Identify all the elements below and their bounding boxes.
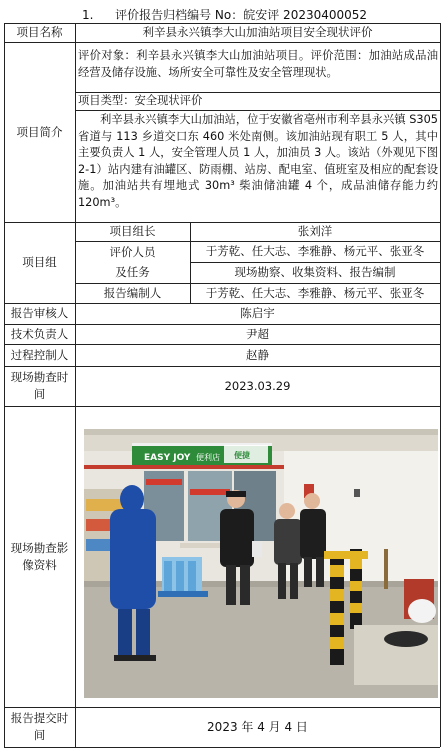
site-survey-photo — [84, 429, 438, 698]
team-members-label-line2: 及任务 — [115, 265, 150, 279]
photo-illustration — [84, 429, 438, 698]
submit-time-label-line1: 报告提交时 — [10, 711, 69, 725]
archive-number-row — [82, 6, 422, 22]
process-control-label: 过程控制人 — [10, 347, 69, 362]
team-label: 项目组 — [22, 255, 57, 269]
evaluation-object-text: 评价对象：利辛县永兴镇李大山加油站项目。评价范围：加油站成品油经营及储存设施、场所安全可靠性及安全管理现状。 — [78, 49, 438, 79]
tech-lead-label: 技术负责人 — [10, 326, 69, 341]
report-writers-label: 报告编制人 — [103, 285, 162, 300]
survey-time-label-line2: 间 — [33, 387, 46, 401]
submit-time-label — [4, 707, 75, 747]
submit-time-value: 2023 年 4 月 4 日 — [207, 719, 308, 734]
survey-photo-label-line1: 现场勘查影 — [10, 540, 69, 555]
team-leader-value: 张刘洋 — [297, 224, 333, 238]
tech-lead-value: 尹超 — [246, 326, 269, 341]
survey-time-label-line1: 现场勘查时 — [10, 370, 69, 384]
store-sign-text-3: 便捷 — [234, 451, 250, 460]
store-sign-text-2: 便利店 — [196, 453, 220, 462]
reviewer-label: 报告审核人 — [10, 306, 69, 320]
team-members-value: 于芳乾、任大志、李雅静、杨元平、张亚冬 — [205, 244, 425, 258]
project-type-text: 项目类型：安全现状评价 — [78, 94, 203, 107]
archive-index: 1. — [82, 8, 94, 22]
project-name-label: 项目名称 — [16, 25, 63, 39]
archive-number-label: 评价报告归档编号 No：皖安评 20230400052 — [115, 8, 368, 22]
worker-figure — [120, 485, 144, 513]
team-members-label-line1: 评价人员 — [109, 245, 156, 259]
store-sign-text: EASY JOY — [144, 453, 191, 463]
reviewer-value: 陈启宇 — [240, 306, 275, 320]
team-members-label — [75, 241, 190, 283]
survey-photo-label — [4, 406, 75, 707]
team-members-task: 现场勘察、收集资料、报告编制 — [234, 265, 396, 279]
project-intro-label: 项目简介 — [16, 124, 63, 139]
process-control-value: 赵静 — [246, 347, 269, 362]
team-leader-label: 项目组长 — [109, 224, 156, 238]
submit-time-label-line2: 间 — [33, 728, 46, 742]
survey-time-value: 2023.03.29 — [224, 378, 291, 393]
project-detail-text: 利辛县永兴镇李大山加油站，位于安徽省亳州市利辛县永兴镇 S305 省道与 113 乡道交口东 460 米处南侧。该加油站现有职工 5 人，其中主要负责人 1 人，安全管理人员 1 人，加油员 3 人。该站（外观见下图 2-1）站内建有油罐区、防雨棚、站房、配电室、值班室及相应的配套设施。加油站共有埋地式 30m³ 柴油储油罐 4 个，成品油储存能力约 120m³。 — [78, 113, 438, 209]
project-name-value: 利辛县永兴镇李大山加油站项目安全现状评价 — [142, 25, 373, 39]
survey-photo-label-line2: 像资料 — [22, 557, 57, 572]
survey-time-label — [4, 366, 75, 406]
report-writers-value: 于芳乾、任大志、李雅静、杨元平、张亚冬 — [205, 285, 425, 300]
